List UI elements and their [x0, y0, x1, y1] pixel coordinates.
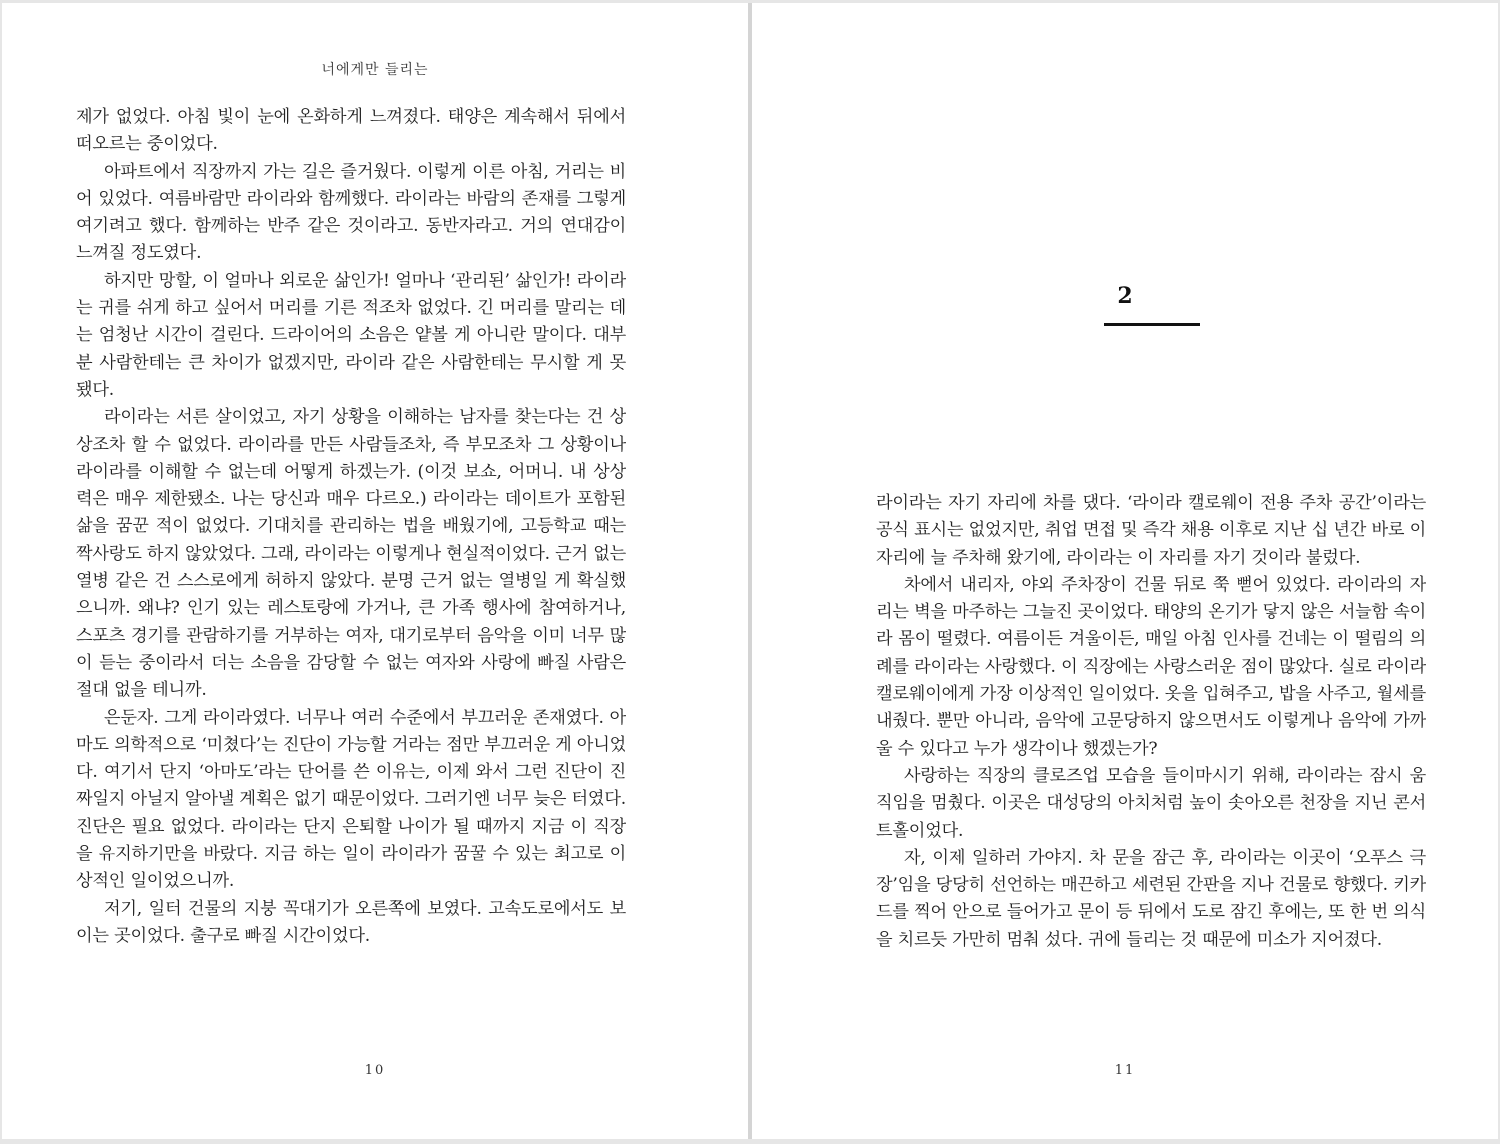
- paragraph: 차에서 내리자, 야외 주차장이 건물 뒤로 쭉 뻗어 있었다. 라이라의 자리는 벽을 마주하는 그늘진 곳이었다. 태양의 온기가 닿지 않은 서늘함 속이라 몸이 떨렸다. 여름이든 겨울이든, 매일 아침 인사를 건네는 이 떨림의 의례를 라이라는 사랑했다. 이 직장에는 사랑스러운 점이 많았다. 실로 라이라 캘로웨이에게 가장 이상적인 일이었다. 옷을 입혀주고, 밥을 사주고, 월세를 내줬다. 뿐만 아니라, 음악에 고문당하지 않으면서도 이렇게나 음악에 가까울 수 있다고 누가 생각이나 했겠는가?: [876, 574, 1426, 759]
- paragraph: 라이라는 자기 자리에 차를 댔다. ‘라이라 캘로웨이 전용 주차 공간’이라는 공식 표시는 없었지만, 취업 면접 및 즉각 채용 이후로 지난 십 년간 바로 이 자리에 늘 주차해 왔기에, 라이라는 이 자리를 자기 것이라 불렀다.: [876, 493, 1426, 568]
- running-head: 너에게만 들리는: [321, 62, 429, 78]
- page-number-right: 11: [1114, 1063, 1136, 1078]
- chapter-number: 2: [1117, 283, 1133, 309]
- paragraph: 라이라는 서른 살이었고, 자기 상황을 이해하는 남자를 찾는다는 건 상상조차 할 수 없었다. 라이라를 만든 사람들조차, 즉 부모조차 그 상황이나 라이라를 이해할 수 없는데 어떻게 하겠는가. (이것 보쇼, 어머니. 내 상상력은 매우 제한됐소. 나는 당신과 매우 다르오.) 라이라는 데이트가 포함된 삶을 꿈꾼 적이 없었다. 기대치를 관리하는 법을 배웠기에, 고등학교 때는 짝사랑도 하지 않았었다. 그래, 라이라는 이렇게나 현실적이었다. 근거 없는 열병 같은 건 스스로에게 허하지 않았다. 분명 근거 없는 열병일 게 확실했으니까. 왜냐? 인기 있는 레스토랑에 가거나, 큰 가족 행사에 참여하거나, 스포츠 경기를 관람하기를 거부하는 여자, 대기로부터 음악을 이미 너무 많이 듣는 중이라서 더는 소음을 감당할 수 없는 여자와 사랑에 빠질 사람은 절대 없을 테니까.: [76, 407, 626, 701]
- paragraph: 저기, 일터 건물의 지붕 꼭대기가 오른쪽에 보였다. 고속도로에서도 보이는 곳이었다. 출구로 빠질 시간이었다.: [76, 898, 626, 946]
- left-page: [2, 3, 748, 1139]
- page-number-left: 10: [364, 1063, 386, 1078]
- paragraph: 사랑하는 직장의 클로즈업 모습을 들이마시기 위해, 라이라는 잠시 움직임을 멈췄다. 이곳은 대성당의 아치처럼 높이 솟아오른 천장을 지닌 콘서트홀이었다.: [876, 765, 1426, 841]
- paragraph: 자, 이제 일하러 가야지. 차 문을 잠근 후, 라이라는 이곳이 ‘오푸스 극장’임을 당당히 선언하는 매끈하고 세련된 간판을 지나 건물로 향했다. 키카드를 찍어 안으로 들어가고 문이 등 뒤에서 도로 잠긴 후에는, 또 한 번 의식을 치르듯 가만히 멈춰 섰다. 귀에 들리는 것 때문에 미소가 지어졌다.: [876, 847, 1426, 950]
- left-page-body: [76, 104, 626, 1024]
- paragraph: 하지만 망할, 이 얼마나 외로운 삶인가! 얼마나 ‘관리된’ 삶인가! 라이라는 귀를 쉬게 하고 싶어서 머리를 기른 적조차 없었다. 긴 머리를 말리는 데는 엄청난 시간이 걸린다. 드라이어의 소음은 얕볼 게 아니란 말이다. 대부분 사람한테는 큰 차이가 없겠지만, 라이라 같은 사람한테는 무시할 게 못 됐다.: [76, 270, 626, 400]
- right-page-body: [876, 490, 1426, 1050]
- paragraph: 제가 없었다. 아침 빛이 눈에 온화하게 느껴졌다. 태양은 계속해서 뒤에서 떠오르는 중이었다.: [76, 107, 626, 155]
- chapter-rule: [1104, 323, 1200, 326]
- paragraph: 은둔자. 그게 라이라였다. 너무나 여러 수준에서 부끄러운 존재였다. 아마도 의학적으로 ‘미쳤다’는 진단이 가능할 거라는 점만 부끄러운 게 아니었다. 여기서 단지 ‘아마도’라는 단어를 쓴 이유는, 이제 와서 그런 진단이 진짜일지 아닐지 알아낼 계획은 없기 때문이었다. 그러기엔 너무 늦은 터였다. 진단은 필요 없었다. 라이라는 단지 은퇴할 나이가 될 때까지 지금 이 직장을 유지하기만을 바랐다. 지금 하는 일이 라이라가 꿈꿀 수 있는 최고로 이상적인 일이었으니까.: [76, 707, 626, 892]
- paragraph: 아파트에서 직장까지 가는 길은 즐거웠다. 이렇게 이른 아침, 거리는 비어 있었다. 여름바람만 라이라와 함께했다. 라이라는 바람의 존재를 그렇게 여기려고 했다. 함께하는 반주 같은 것이라고. 동반자라고. 거의 연대감이 느껴질 정도였다.: [76, 161, 626, 264]
- right-page: [752, 3, 1498, 1139]
